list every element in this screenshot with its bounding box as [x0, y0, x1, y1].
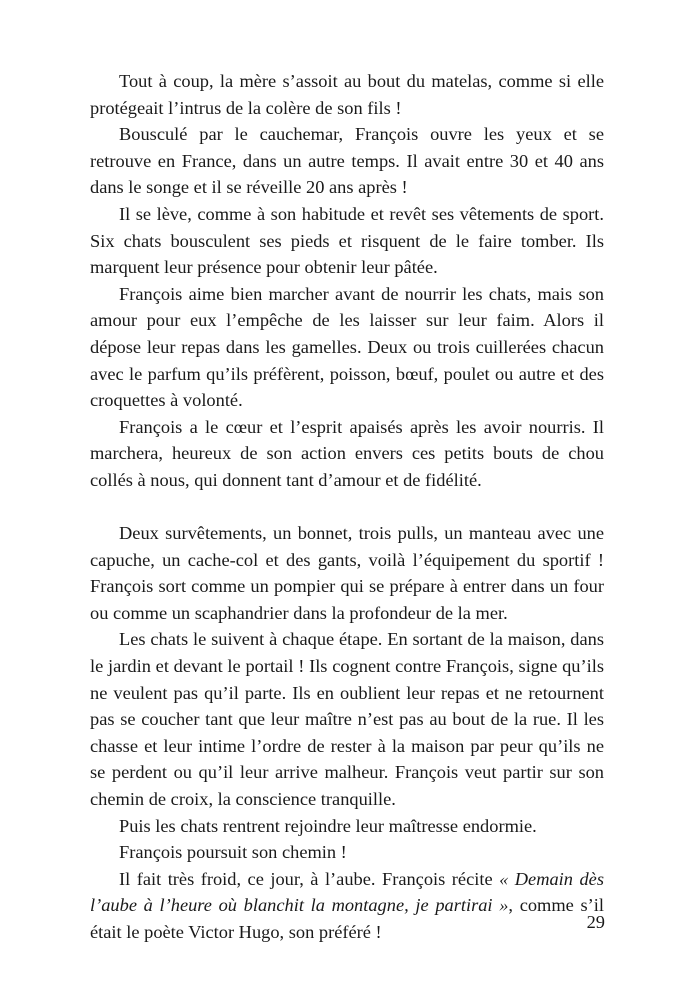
paragraph: Deux survêtements, un bonnet, trois pulls, un manteau avec une capuche, un cache-col et des gants, voilà l’équipement du sportif ! François sort comme un pompier qui se prépare à entrer dans un four ou comme un scaphandrier dans la profondeur de la mer.	[90, 523, 604, 623]
paragraph-text: Il fait très froid, ce jour, à l’aube. François récite	[119, 868, 500, 889]
paragraph: Il se lève, comme à son habitude et revêt ses vêtements de sport. Six chats bousculent ses pieds et risquent de le faire tomber. Ils marquent leur présence pour obtenir leur pâtée.	[90, 203, 604, 278]
page-body	[90, 68, 604, 946]
paragraph: François aime bien marcher avant de nourrir les chats, mais son amour pour eux l’empêche de les laisser sur leur faim. Alors il dépose leur repas dans les gamelles. Deux ou trois cuillerées chacun avec le parfum qu’ils préfèrent, poisson, bœuf, poulet ou autre et des croquettes à volonté.	[90, 283, 604, 411]
paragraph: Bousculé par le cauchemar, François ouvre les yeux et se retrouve en France, dans un autre temps. Il avait entre 30 et 40 ans dans le songe et il se réveille 20 ans après !	[90, 124, 604, 198]
poem-quote: « Demain dès l’aube à l’heure où blanchit la montagne, je partirai »	[90, 868, 604, 916]
section-break	[90, 494, 604, 521]
paragraph: Puis les chats rentrent rejoindre leur maîtresse endormie.	[119, 815, 537, 836]
paragraph: François a le cœur et l’esprit apaisés après les avoir nourris. Il marchera, heureux de son action envers ces petits bouts de chou collés à nous, qui donnent tant d’amour et de fidélité.	[90, 416, 604, 490]
page-number: 29	[586, 912, 605, 932]
paragraph-text: , comme s’il était le poète Victor Hugo, son préféré !	[90, 895, 604, 942]
paragraph: Tout à coup, la mère s’assoit au bout du matelas, comme si elle protégeait l’intrus de la colère de son fils !	[90, 71, 604, 118]
paragraph: François poursuit son chemin !	[119, 842, 347, 863]
paragraph	[90, 866, 604, 946]
paragraph: Les chats le suivent à chaque étape. En sortant de la maison, dans le jardin et devant le portail ! Ils cognent contre François, signe qu’ils ne veulent pas qu’il parte. Ils en oublient leur repas et ne retournent pas se coucher tant que leur maître n’est pas au bout de la rue. Il les chasse et leur intime l’ordre de rester à la maison par peur qu’ils ne se perdent ou qu’il leur arrive malheur. François veut partir sur son chemin de croix, la conscience tranquille.	[90, 629, 604, 810]
